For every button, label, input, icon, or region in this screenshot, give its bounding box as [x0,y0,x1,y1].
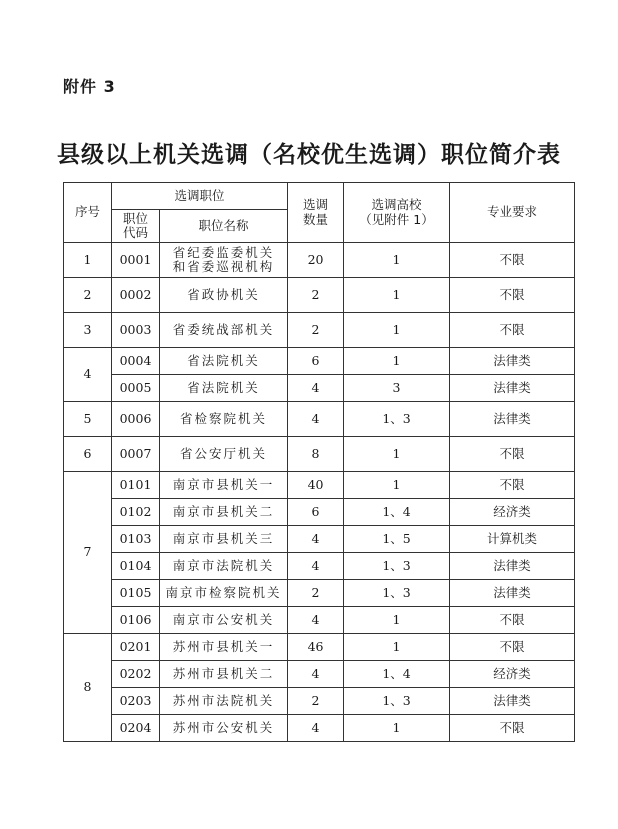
cell-quota: 2 [288,278,344,313]
cell-quota: 4 [288,607,344,634]
position-name-line1: 南京市检察院机关 [165,584,282,600]
table-body [64,243,575,742]
cell-school: 1 [344,437,450,472]
cell-school: 1 [344,348,450,375]
table-row [64,553,575,580]
cell-position-name [160,313,288,348]
cell-major: 计算机类 [450,526,575,553]
cell-code: 0104 [112,553,160,580]
table-row [64,661,575,688]
cell-position-name [160,375,288,402]
position-name-text [173,246,275,274]
cell-major: 法律类 [450,580,575,607]
cell-school: 1、5 [344,526,450,553]
cell-major: 不限 [450,715,575,742]
cell-code: 0103 [112,526,160,553]
position-name-text [173,613,275,627]
position-name-line1: 省法院机关 [187,352,260,368]
cell-major: 不限 [450,472,575,499]
cell-code: 0005 [112,375,160,402]
cell-quota: 4 [288,553,344,580]
position-name-text [173,559,275,573]
cell-position-name [160,526,288,553]
table-row [64,402,575,437]
cell-school: 1 [344,715,450,742]
cell-code: 0006 [112,402,160,437]
cell-code: 0101 [112,472,160,499]
cell-school: 1 [344,313,450,348]
header-code-line2: 代码 [122,225,148,240]
position-name-line1: 南京市法院机关 [172,557,275,573]
cell-code: 0003 [112,313,160,348]
header-school-line2: （见附件 1） [359,211,434,227]
cell-school: 1 [344,607,450,634]
position-name-text [180,412,267,426]
position-name-line1: 苏州市县机关二 [172,665,275,681]
cell-major: 不限 [450,607,575,634]
header-quota [288,183,344,243]
header-major: 专业要求 [450,183,575,243]
cell-code: 0001 [112,243,160,278]
cell-quota: 20 [288,243,344,278]
cell-quota: 8 [288,437,344,472]
cell-quota: 2 [288,580,344,607]
header-seq: 序号 [64,183,112,243]
cell-major: 不限 [450,313,575,348]
cell-position-name [160,553,288,580]
table-row [64,607,575,634]
position-name-line2: 和省委巡视机构 [172,258,275,274]
header-quota-line2: 数量 [303,211,329,227]
position-name-line1: 南京市县机关三 [172,530,275,546]
cell-position-name [160,607,288,634]
cell-code: 0202 [112,661,160,688]
cell-major: 法律类 [450,688,575,715]
position-name-text [173,640,275,654]
cell-position-name [160,243,288,278]
position-name-line1: 省检察院机关 [180,410,268,426]
table-row [64,437,575,472]
position-name-line1: 省纪委监委机关 [172,244,275,260]
cell-code: 0106 [112,607,160,634]
cell-seq: 1 [64,243,112,278]
cell-code: 0102 [112,499,160,526]
position-name-line1: 南京市公安机关 [172,611,275,627]
cell-position-name [160,402,288,437]
position-name-text [173,721,275,735]
position-name-text [173,323,275,337]
cell-major: 不限 [450,278,575,313]
header-row-top [64,183,575,210]
position-name-line1: 省法院机关 [187,379,260,395]
position-name-text [173,505,275,519]
cell-position-name [160,348,288,375]
cell-code: 0204 [112,715,160,742]
cell-major: 经济类 [450,661,575,688]
cell-school: 1、4 [344,661,450,688]
position-name-line1: 苏州市公安机关 [172,719,275,735]
cell-major: 不限 [450,437,575,472]
cell-school: 1 [344,243,450,278]
cell-quota: 6 [288,348,344,375]
table-row [64,243,575,278]
position-name-line1: 苏州市法院机关 [172,692,275,708]
cell-position-name [160,499,288,526]
cell-major: 经济类 [450,499,575,526]
cell-quota: 40 [288,472,344,499]
table-row [64,472,575,499]
cell-school: 1、3 [344,580,450,607]
position-name-text [166,586,282,600]
position-name-text [180,447,267,461]
cell-position-name [160,715,288,742]
cell-seq: 2 [64,278,112,313]
cell-school: 1、3 [344,402,450,437]
cell-school: 1 [344,278,450,313]
position-name-line1: 省委统战部机关 [172,321,275,337]
table-row [64,715,575,742]
cell-school: 1、3 [344,553,450,580]
position-name-text [187,354,260,368]
attachment-label: 附件 3 [63,77,116,96]
cell-quota: 46 [288,634,344,661]
cell-seq: 5 [64,402,112,437]
cell-major: 法律类 [450,553,575,580]
cell-school: 1 [344,472,450,499]
position-name-line1: 南京市县机关二 [172,503,275,519]
cell-quota: 4 [288,715,344,742]
cell-code: 0007 [112,437,160,472]
cell-school: 1、4 [344,499,450,526]
position-name-text [173,667,275,681]
cell-code: 0002 [112,278,160,313]
cell-seq: 3 [64,313,112,348]
cell-code: 0105 [112,580,160,607]
positions-table [63,182,575,742]
cell-major: 法律类 [450,348,575,375]
position-name-text [187,288,260,302]
cell-position-name [160,278,288,313]
table-row [64,499,575,526]
cell-position-name [160,661,288,688]
document-title: 县级以上机关选调（名校优生选调）职位简介表 [57,141,561,168]
cell-major: 法律类 [450,375,575,402]
header-position-group: 选调职位 [112,183,288,210]
header-quota-line1: 选调 [303,197,329,213]
cell-seq: 8 [64,634,112,742]
header-position-name: 职位名称 [160,210,288,243]
table-row [64,688,575,715]
cell-quota: 4 [288,402,344,437]
position-name-text [173,478,275,492]
cell-quota: 2 [288,313,344,348]
cell-quota: 4 [288,661,344,688]
position-name-line1: 省政协机关 [187,286,260,302]
table-row [64,580,575,607]
cell-quota: 4 [288,375,344,402]
cell-position-name [160,472,288,499]
cell-seq: 4 [64,348,112,402]
header-code-line1: 职位 [122,210,148,226]
cell-seq: 7 [64,472,112,634]
header-school-line1: 选调高校 [371,197,422,213]
table-row [64,313,575,348]
position-name-line1: 苏州市县机关一 [172,638,275,654]
cell-quota: 6 [288,499,344,526]
cell-major: 不限 [450,243,575,278]
cell-position-name [160,634,288,661]
table-row [64,348,575,375]
header-school [344,183,450,243]
cell-major: 不限 [450,634,575,661]
position-name-text [173,694,275,708]
table-row [64,375,575,402]
cell-position-name [160,688,288,715]
cell-code: 0201 [112,634,160,661]
cell-quota: 4 [288,526,344,553]
header-position-code [112,210,160,243]
table-row [64,278,575,313]
cell-school: 1、3 [344,688,450,715]
position-name-line1: 省公安厅机关 [180,445,268,461]
cell-code: 0203 [112,688,160,715]
cell-seq: 6 [64,437,112,472]
cell-code: 0004 [112,348,160,375]
cell-position-name [160,580,288,607]
cell-position-name [160,437,288,472]
table-row [64,526,575,553]
position-name-line1: 南京市县机关一 [172,476,275,492]
cell-school: 1 [344,634,450,661]
position-name-text [173,532,275,546]
table-row [64,634,575,661]
cell-school: 3 [344,375,450,402]
cell-major: 法律类 [450,402,575,437]
cell-quota: 2 [288,688,344,715]
position-name-text [187,381,260,395]
